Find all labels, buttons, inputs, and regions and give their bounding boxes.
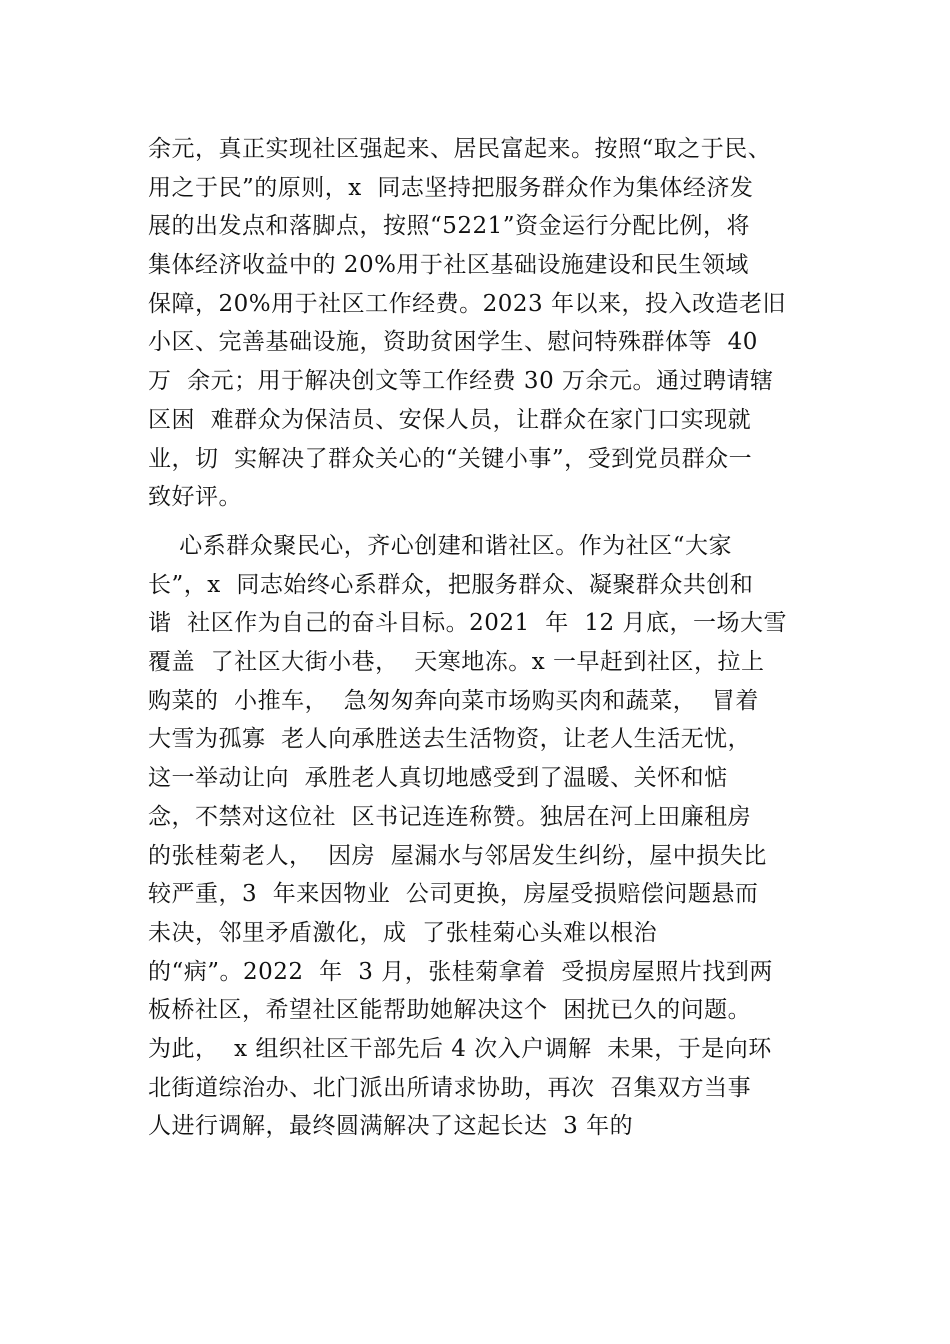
text-line: 较严重，3 年来因物业 公司更换，房屋受损赔偿问题悬而 — [148, 881, 759, 908]
text-line: 万 余元；用于解决创文等工作经费 30 万余元。通过聘请辖 — [148, 368, 774, 395]
text-line: 业，切 实解决了群众关心的“关键小事”，受到党员群众一 — [148, 445, 753, 472]
text-line: 大雪为孤寡 老人向承胜送去生活物资，让老人生活无忧， — [148, 726, 752, 753]
text-line: 余元，真正实现社区强起来、居民富起来。按照“取之于民、 — [148, 136, 772, 162]
text-line: 购菜的 小推车， 急匆匆奔向菜市场购买肉和蔬菜， 冒着 — [148, 687, 759, 714]
text-line: 覆盖 了社区大街小巷， 天寒地冻。x 一早赶到社区，拉上 — [148, 649, 765, 676]
text-line: 展的出发点和落脚点，按照“5221”资金运行分配比例，将 — [148, 213, 751, 240]
text-line: 谐 社区作为自己的奋斗目标。2021 年 12 月底，一场大雪 — [148, 610, 787, 637]
text-line: 板桥社区，希望社区能帮助她解决这个 困扰已久的问题。 — [148, 997, 752, 1024]
paragraph-1 — [148, 130, 808, 517]
text-line: 长”，x 同志始终心系群众，把服务群众、凝聚群众共创和 — [148, 571, 754, 598]
text-line: 小区、完善基础设施，资助贫困学生、慰问特殊群体等 40 — [148, 329, 758, 356]
text-line: 这一举动让向 承胜老人真切地感受到了温暖、关怀和惦 — [148, 765, 728, 792]
text-line: 致好评。 — [148, 484, 242, 511]
text-line: 未决，邻里矛盾激化，成 了张桂菊心头难以根治 — [148, 919, 658, 946]
text-line: 区困 难群众为保洁员、安保人员，让群众在家门口实现就 — [148, 406, 752, 433]
text-line: 人进行调解，最终圆满解决了这起长达 3 年的 — [148, 1113, 634, 1140]
text-line: 集体经济收益中的 20%用于社区基础设施建设和民生领域 — [148, 252, 749, 279]
paragraph-2 — [148, 527, 808, 1146]
text-line: 用之于民”的原则，x 同志坚持把服务群众作为集体经济发 — [148, 174, 754, 201]
text-line: 保障，20%用于社区工作经费。2023 年以来，投入改造老旧 — [148, 290, 786, 317]
text-line: 念，不禁对这位社 区书记连连称赞。独居在河上田廉租房 — [148, 803, 752, 830]
text-line: 为此， x 组织社区干部先后 4 次入户调解 未果，于是向环 — [148, 1035, 772, 1062]
text-line: 的“病”。2022 年 3 月，张桂菊拿着 受损房屋照片找到两 — [148, 958, 773, 985]
text-line: 心系群众聚民心，齐心创建和谐社区。作为社区“大家 — [148, 533, 733, 559]
text-line: 北街道综治办、北门派出所请求协助，再次 召集双方当事 — [148, 1074, 752, 1101]
text-line: 的张桂菊老人， 因房 屋漏水与邻居发生纠纷，屋中损失比 — [148, 842, 767, 869]
